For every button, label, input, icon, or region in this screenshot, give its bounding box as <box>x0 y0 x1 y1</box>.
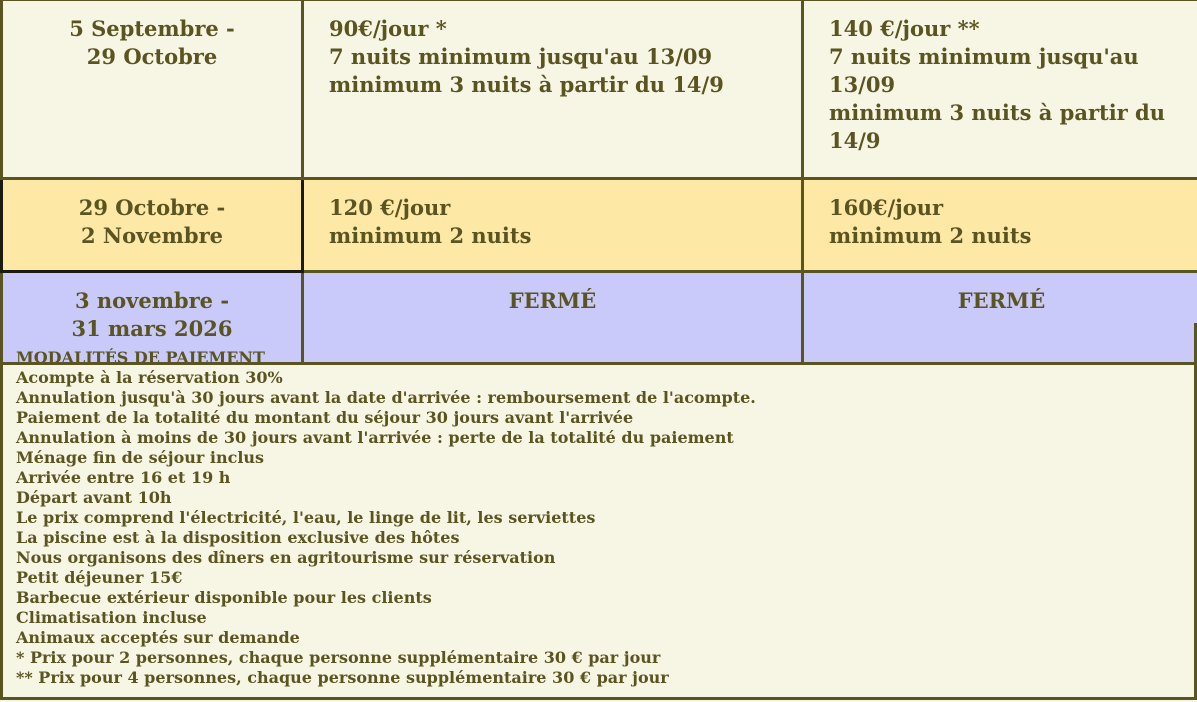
condition-line: Barbecue extérieur disponible pour les clients <box>16 588 432 607</box>
condition-line: Ménage fin de séjour inclus <box>16 448 265 467</box>
price-cell-a: 120 €/jour minimum 2 nuits <box>303 179 803 272</box>
condition-line: Annulation jusqu'à 30 jours avant la date d'arrivée : remboursement de l'acompte. <box>16 388 756 407</box>
condition-line: Animaux acceptés sur demande <box>16 628 300 647</box>
condition-line: Climatisation incluse <box>16 608 207 627</box>
price-cell-b: 160€/jour minimum 2 nuits <box>803 179 1197 272</box>
condition-line: Annulation à moins de 30 jours avant l'arrivée : perte de la totalité du paiement <box>16 428 734 447</box>
condition-line: Nous organisons des dîners en agritourisme sur réservation <box>16 548 556 567</box>
period-cell: 3 novembre - 31 mars 2026 <box>2 272 303 364</box>
condition-line: Petit déjeuner 15€ <box>16 568 183 587</box>
table-row <box>2 0 1197 179</box>
condition-line: Acompte à la réservation 30% <box>16 368 283 387</box>
price-cell-a: 90€/jour * 7 nuits minimum jusqu'au 13/09 minimum 3 nuits à partir du 14/9 <box>303 0 803 179</box>
condition-line: Paiement de la totalité du montant du séjour 30 jours avant l'arrivée <box>16 408 634 427</box>
period-cell: 5 Septembre - 29 Octobre <box>2 0 303 179</box>
condition-line: Arrivée entre 16 et 19 h <box>16 468 231 487</box>
closed-cell-b: FERMÉ <box>803 272 1197 364</box>
table-row <box>2 179 1197 272</box>
payment-conditions <box>0 323 1197 700</box>
footnote-line: ** Prix pour 4 personnes, chaque personne supplémentaire 30 € par jour <box>16 668 669 687</box>
footnote-line: * Prix pour 2 personnes, chaque personne supplémentaire 30 € par jour <box>16 648 661 667</box>
period-cell: 29 Octobre - 2 Novembre <box>2 179 303 272</box>
condition-line: Le prix comprend l'électricité, l'eau, le linge de lit, les serviettes <box>16 508 596 527</box>
condition-line: Départ avant 10h <box>16 488 172 507</box>
price-cell-b: 140 €/jour ** 7 nuits minimum jusqu'au 13/09 minimum 3 nuits à partir du 14/9 <box>803 0 1197 179</box>
conditions-heading: MODALITÉS DE PAIEMENT <box>16 348 265 367</box>
closed-cell-a: FERMÉ <box>303 272 803 364</box>
condition-line: La piscine est à la disposition exclusive des hôtes <box>16 528 460 547</box>
